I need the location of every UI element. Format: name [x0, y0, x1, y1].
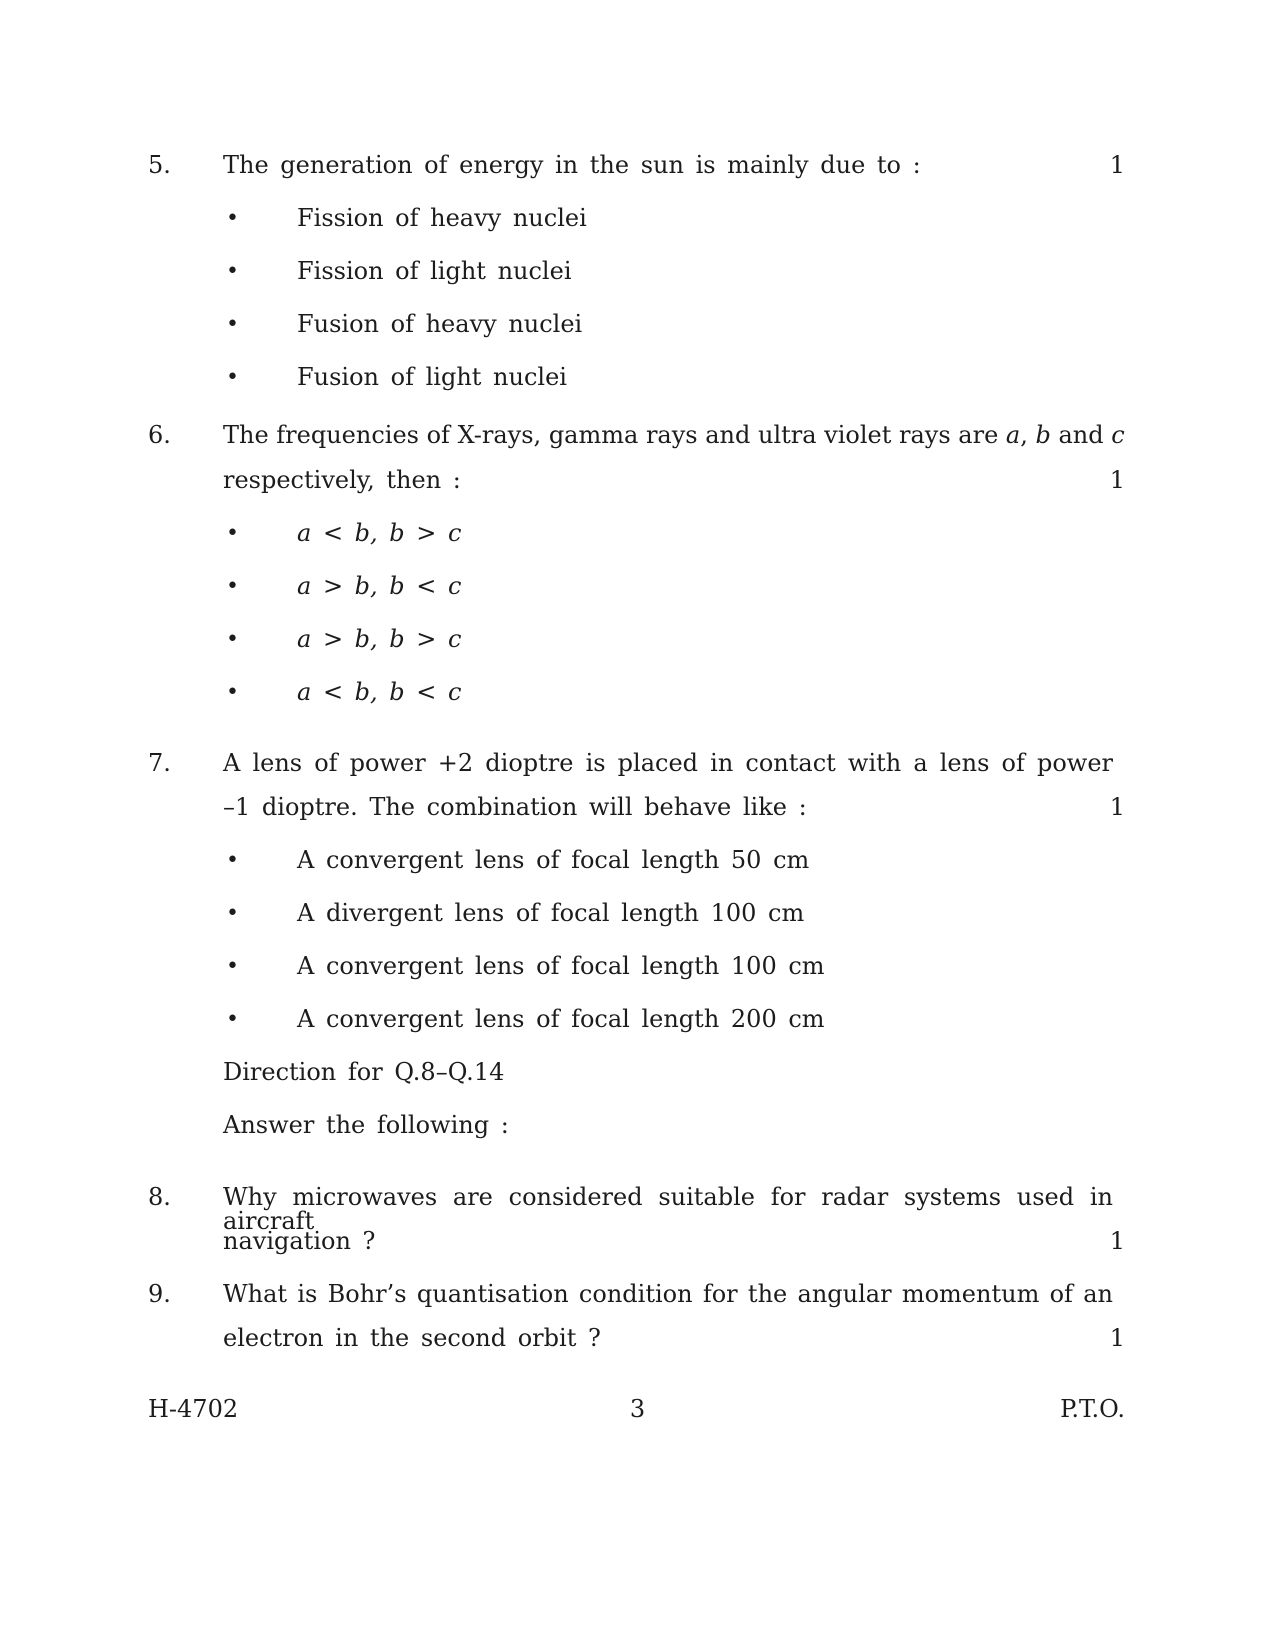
page-number: 3 [629, 1395, 646, 1423]
question-9-number: 9. [148, 1280, 171, 1308]
variable-c: c [1111, 421, 1125, 449]
bullet-icon: • [226, 848, 239, 873]
separator: , [1020, 421, 1036, 449]
question-7-option-1: A convergent lens of focal length 50 cm [297, 846, 810, 874]
question-8-marks: 1 [1109, 1227, 1125, 1255]
bullet-icon: • [226, 680, 239, 705]
please-turn-over: P.T.O. [1060, 1395, 1125, 1423]
question-7-line-1: A lens of power +2 dioptre is placed in contact with a lens of power [223, 749, 1113, 777]
paper-code: H-4702 [148, 1395, 239, 1423]
question-6-text: The frequencies of X-rays, gamma rays and ultra violet rays are [223, 421, 1006, 449]
question-7-line-2: –1 dioptre. The combination will behave like : [223, 793, 807, 821]
variable-b: b [1035, 421, 1051, 449]
question-6-option-4: a < b, b < c [297, 678, 462, 706]
question-5-number: 5. [148, 151, 171, 179]
question-6-option-1: a < b, b > c [297, 519, 462, 547]
question-6-line-2: respectively, then : [223, 466, 461, 494]
question-5-text: The generation of energy in the sun is mainly due to : [223, 151, 921, 179]
question-7-option-3: A convergent lens of focal length 100 cm [297, 952, 825, 980]
variable-a: a [1005, 421, 1021, 449]
question-6-option-3: a > b, b > c [297, 625, 462, 653]
bullet-icon: • [226, 574, 239, 599]
bullet-icon: • [226, 627, 239, 652]
question-9-marks: 1 [1109, 1324, 1125, 1352]
question-7-option-2: A divergent lens of focal length 100 cm [297, 899, 805, 927]
question-7-marks: 1 [1109, 793, 1125, 821]
question-9-line-2: electron in the second orbit ? [223, 1324, 601, 1352]
question-6-line-1 [223, 421, 1125, 449]
question-6-option-2: a > b, b < c [297, 572, 462, 600]
bullet-icon: • [226, 901, 239, 926]
question-5-option-4: Fusion of light nuclei [297, 363, 567, 391]
bullet-icon: • [226, 365, 239, 390]
bullet-icon: • [226, 259, 239, 284]
bullet-icon: • [226, 312, 239, 337]
question-8-number: 8. [148, 1183, 171, 1211]
question-9-line-1: What is Bohr’s quantisation condition for the angular momentum of an [223, 1280, 1113, 1308]
question-8-line-2: navigation ? [223, 1227, 376, 1255]
question-6-number: 6. [148, 421, 171, 449]
and-word: and [1050, 421, 1112, 449]
question-7-option-4: A convergent lens of focal length 200 cm [297, 1005, 825, 1033]
question-8-line-1: Why microwaves are considered suitable for radar systems used in aircraft [223, 1183, 1113, 1235]
question-7-number: 7. [148, 749, 171, 777]
bullet-icon: • [226, 521, 239, 546]
question-6-marks: 1 [1109, 466, 1125, 494]
question-5-marks: 1 [1109, 151, 1125, 179]
question-5-option-1: Fission of heavy nuclei [297, 204, 587, 232]
direction-instruction: Answer the following : [223, 1111, 509, 1139]
direction-heading: Direction for Q.8–Q.14 [223, 1058, 505, 1086]
bullet-icon: • [226, 954, 239, 979]
question-5-option-2: Fission of light nuclei [297, 257, 572, 285]
question-5-option-3: Fusion of heavy nuclei [297, 310, 583, 338]
bullet-icon: • [226, 1007, 239, 1032]
bullet-icon: • [226, 206, 239, 231]
